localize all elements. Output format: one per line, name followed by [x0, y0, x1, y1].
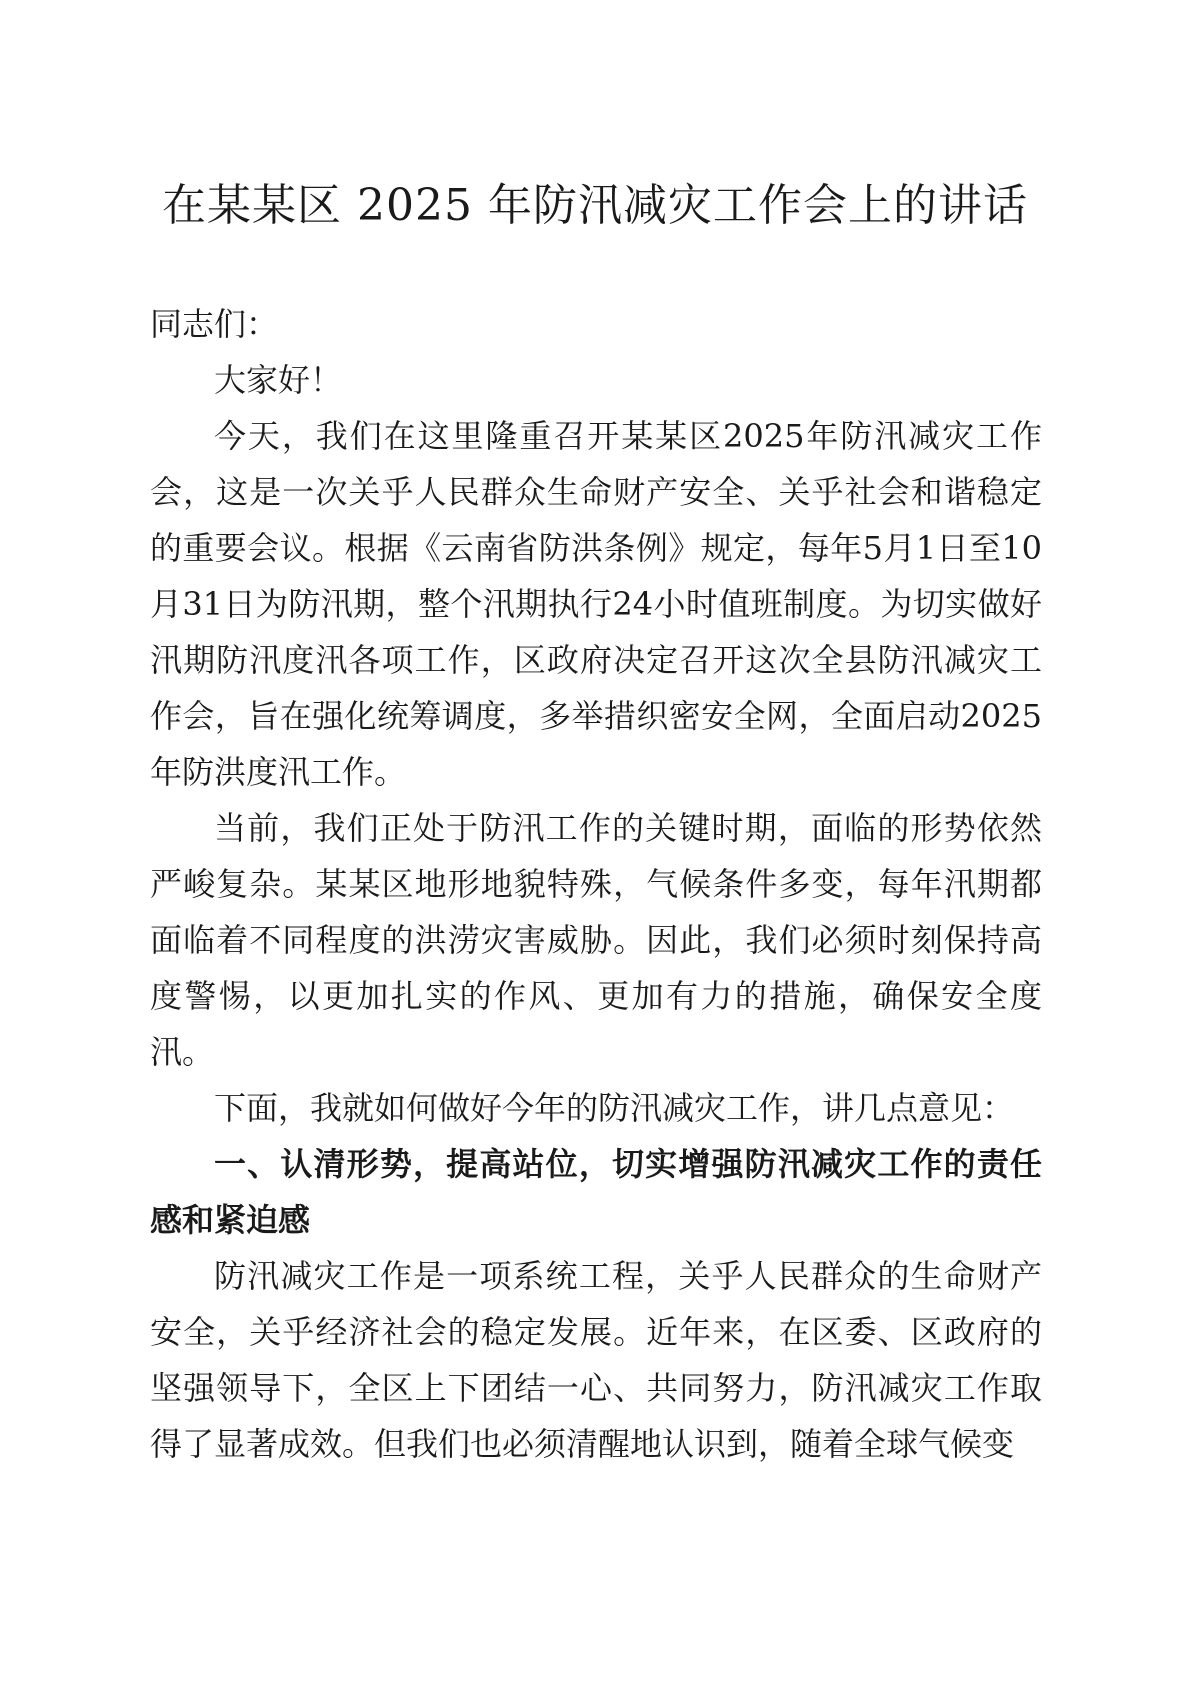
document-body: [150, 296, 1042, 1472]
greeting-paragraph: 大家好！: [214, 361, 343, 399]
paragraph-current-situation: 当前，我们正处于防汛工作的关键时期，面临的形势依然严峻复杂。某某区地形地貌特殊，气候条件多变，每年汛期都面临着不同程度的洪涝灾害威胁。因此，我们必须时刻保持高度警惕，以更加扎实的作风、更加有力的措施，确保安全度汛。: [150, 809, 1042, 1071]
paragraph-opinions-intro: 下面，我就如何做好今年的防汛减灾工作，讲几点意见：: [214, 1089, 1015, 1127]
document-title: 在某某区 2025 年防汛减灾工作会上的讲话: [162, 180, 1028, 231]
paragraph-meeting-intro: 今天，我们在这里隆重召开某某区2025年防汛减灾工作会，这是一次关乎人民群众生命财产安全、关乎社会和谐稳定的重要会议。根据《云南省防洪条例》规定，每年5月1日至10月31日为防汛期，整个汛期执行24小时值班制度。为切实做好汛期防汛度汛各项工作，区政府决定召开这次全县防汛减灾工作会，旨在强化统筹调度，多举措织密安全网，全面启动2025年防洪度汛工作。: [150, 417, 1042, 791]
section-heading-1: 一、认清形势，提高站位，切实增强防汛减灾工作的责任感和紧迫感: [150, 1145, 1042, 1239]
paragraph-section-1-body: 防汛减灾工作是一项系统工程，关乎人民群众的生命财产安全，关乎经济社会的稳定发展。近年来，在区委、区政府的坚强领导下，全区上下团结一心、共同努力，防汛减灾工作取得了显著成效。但我们也必须清醒地认识到，随着全球气候变: [150, 1257, 1042, 1463]
salutation: 同志们：: [150, 305, 279, 343]
